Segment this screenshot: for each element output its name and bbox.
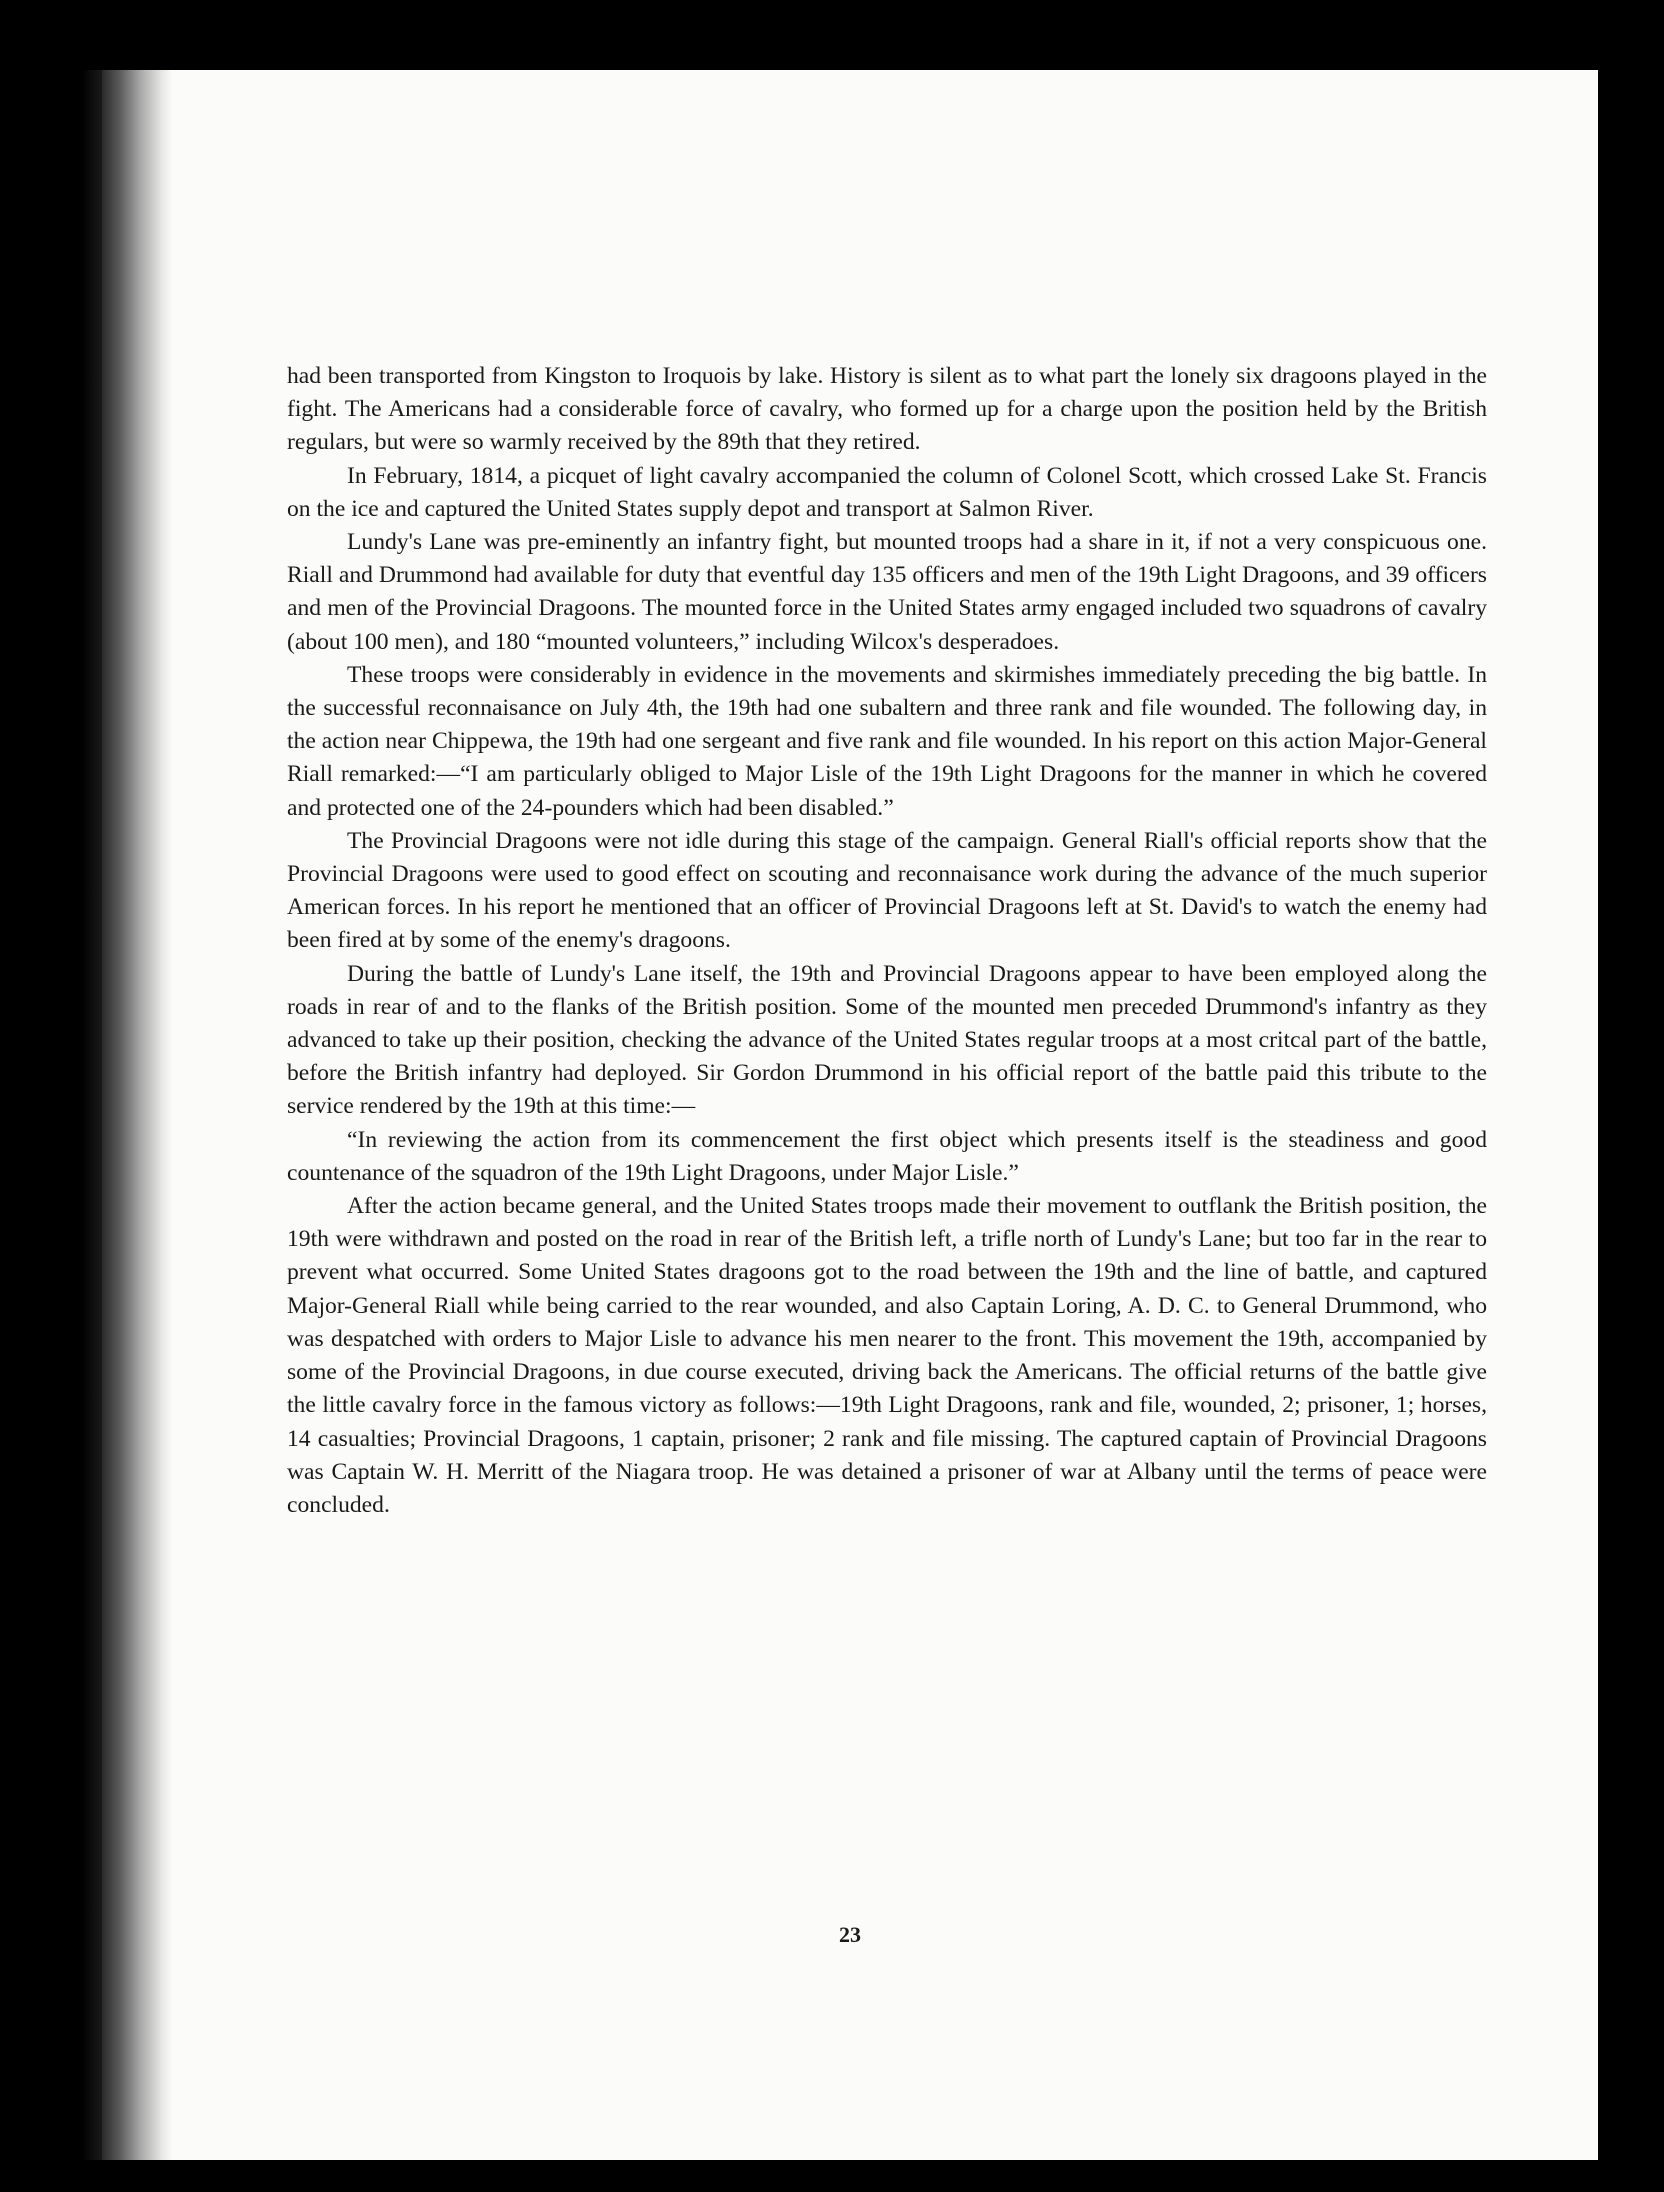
scan-left-margin: [0, 70, 102, 2160]
paragraph-6: During the battle of Lundy's Lane itself, the 19th and Provincial Dragoons appear to have been employed along the roads in rear of and to the flanks of the British position. Some of the mounted men preceded Drummond's infantry as they advanced to take up their position, checking the advance of the United States regular troops at a most critcal part of the battle, before the British infantry had deployed. Sir Gordon Drummond in his official report of the battle paid this tribute to the service rendered by the 19th at this time:—: [287, 960, 1487, 1120]
body-text: [287, 360, 1487, 1522]
paragraph-8: After the action became general, and the United States troops made their movement to outflank the British position, the 19th were withdrawn and posted on the road in rear of the British left, a trifle north of Lundy's Lane; but too far in the rear to prevent what occurred. Some United States dragoons got to the road between the 19th and the line of battle, and captured Major-General Riall while being carried to the rear wounded, and also Captain Loring, A. D. C. to General Drummond, who was despatched with orders to Major Lisle to advance his men nearer to the front. This movement the 19th, accompanied by some of the Provincial Dragoons, in due course executed, driving back the Americans. The official returns of the battle give the little cavalry force in the famous victory as follows:—19th Light Dragoons, rank and file, wounded, 2; prisoner, 1; horses, 14 casualties; Provincial Dragoons, 1 captain, prisoner; 2 rank and file missing. The captured captain of Provincial Dragoons was Captain W. H. Merritt of the Niagara troop. He was detained a prisoner of war at Albany until the terms of peace were concluded.: [287, 1193, 1487, 1518]
paragraph-2: In February, 1814, a picquet of light cavalry accompanied the column of Colonel Scott, which crossed Lake St. Francis on the ice and captured the United States supply depot and transport at Salmon River.: [287, 462, 1487, 522]
paragraph-1: had been transported from Kingston to Iroquois by lake. History is silent as to what part the lonely six dragoons played in the fight. The Americans had a considerable force of cavalry, who formed up for a charge upon the position held by the British regulars, but were so warmly received by the 89th that they retired.: [287, 363, 1487, 456]
quotation-paragraph: “In reviewing the action from its commencement the first object which presents itself is the steadiness and good countenance of the squadron of the 19th Light Dragoons, under Major Lisle.”: [287, 1126, 1487, 1186]
spine-shadow: [102, 70, 172, 2160]
paragraph-5: The Provincial Dragoons were not idle during this stage of the campaign. General Riall's official reports show that the Provincial Dragoons were used to good effect on scouting and reconnaisance work during the advance of the much superior American forces. In his report he mentioned that an officer of Provincial Dragoons left at St. David's to watch the enemy had been fired at by some of the enemy's dragoons.: [287, 827, 1487, 954]
page-number: 23: [839, 1922, 861, 1947]
paragraph-4: These troops were considerably in evidence in the movements and skirmishes immediately preceding the big battle. In the successful reconnaisance on July 4th, the 19th had one subaltern and three rank and file wounded. The following day, in the action near Chippewa, the 19th had one sergeant and five rank and file wounded. In his report on this action Major-General Riall remarked:—“I am particularly obliged to Major Lisle of the 19th Light Dragoons for the manner in which he covered and protected one of the 24-pounders which had been disabled.”: [287, 661, 1487, 821]
book-page: [102, 70, 1598, 2160]
paragraph-3: Lundy's Lane was pre-eminently an infantry fight, but mounted troops had a share in it, if not a very conspicuous one. Riall and Drummond had available for duty that eventful day 135 officers and men of the 19th Light Dragoons, and 39 officers and men of the Provincial Dragoons. The mounted force in the United States army engaged included two squadrons of cavalry (about 100 men), and 180 “mounted volunteers,” including Wilcox's desperadoes.: [287, 529, 1487, 655]
